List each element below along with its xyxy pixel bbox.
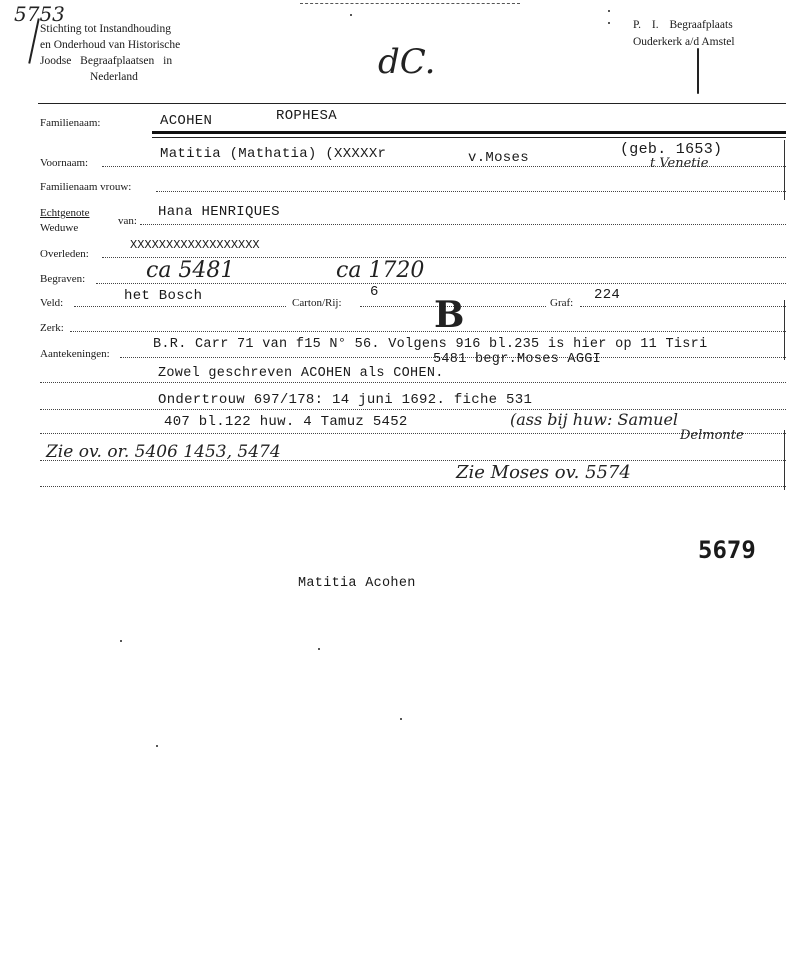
handwritten-mark: dC. (378, 42, 436, 82)
thick-rule (152, 131, 786, 134)
graf-label: Graf: (550, 297, 574, 309)
graf-value: 224 (594, 287, 621, 303)
familienaam-vrouw-dots (156, 191, 786, 192)
zerk-label: Zerk: (40, 322, 64, 334)
notes-line-3: Ondertrouw 697/178: 14 juni 1692. fiche 531 (158, 392, 533, 408)
graf-dots (580, 306, 786, 307)
foundation-line-4: Nederland (90, 71, 138, 83)
begraven-dots (96, 283, 786, 284)
voornaam-label: Voornaam: (40, 157, 89, 169)
voornaam-value: Matitia (Mathatia) (XXXXXr (160, 146, 387, 162)
cemetery-header (633, 17, 735, 51)
speck (608, 10, 610, 12)
zerk-handwritten-letter: B (434, 294, 465, 336)
zerk-dots (70, 331, 786, 332)
notes-line-1: B.R. Carr 71 van f15 N° 56. Volgens 916 bl.235 is hier op 11 Tisri (153, 337, 708, 352)
cemetery-line-1: P. I. Begraafplaats (633, 19, 733, 31)
edge-mark (784, 300, 785, 360)
speck (400, 718, 402, 720)
voornaam-handwriting: t Venetie (650, 156, 709, 171)
aantekeningen-label: Aantekeningen: (40, 348, 110, 360)
familienaam-extra: ROPHESA (276, 108, 337, 124)
stamp-number: 5679 (698, 536, 756, 564)
echtgenote-dots (140, 224, 786, 225)
speck (350, 14, 352, 16)
notes-line-4: 407 bl.122 huw. 4 Tamuz 5452 (164, 414, 408, 430)
notes-handwriting-4b: Delmonte (680, 428, 744, 443)
weduwe-label: Weduwe (40, 222, 79, 234)
echtgenote-value: Hana HENRIQUES (158, 204, 280, 220)
veld-label: Veld: (40, 297, 64, 309)
carton-value: 6 (370, 284, 379, 300)
notes-dots-4 (40, 433, 786, 434)
corner-handwritten-number: 5753 (14, 2, 65, 26)
top-edge-line (300, 3, 520, 4)
speck (156, 745, 158, 747)
speck (608, 22, 610, 24)
voornaam-father: v.Moses (468, 150, 529, 166)
edge-mark (784, 140, 785, 200)
echtgenote-label: Echtgenote (40, 207, 90, 219)
bracket-stroke (697, 48, 699, 94)
notes-handwriting-4: (ass bij huw: Samuel (510, 410, 679, 429)
header-rule (38, 103, 786, 104)
foundation-line-3: Joodse Begraafplaatsen in (40, 55, 173, 67)
veld-dots (74, 306, 286, 307)
voornaam-birth: (geb. 1653) (620, 141, 723, 158)
begraven-label: Begraven: (40, 273, 86, 285)
van-label: van: (118, 215, 137, 227)
footer-name: Matitia Acohen (298, 576, 416, 591)
foundation-header (40, 21, 180, 85)
overleden-label: Overleden: (40, 248, 89, 260)
cemetery-line-2: Ouderkerk a/d Amstel (633, 36, 735, 48)
familienaam-label: Familienaam: (40, 117, 101, 129)
foundation-line-2: en Onderhoud van Historische (40, 39, 181, 51)
edge-mark (784, 430, 785, 490)
notes-dots-2 (40, 382, 786, 383)
thin-rule (152, 137, 786, 138)
begraven-handwriting-2: ca 1720 (336, 258, 425, 283)
speck (120, 640, 122, 642)
familienaam-vrouw-label: Familienaam vrouw: (40, 181, 132, 193)
notes-handwriting-5: Zie ov. or. 5406 1453, 5474 (46, 442, 281, 462)
notes-line-1b: 5481 begr.Moses AGGI (433, 352, 602, 367)
notes-handwriting-6: Zie Moses ov. 5574 (456, 462, 631, 483)
familienaam-value: ACOHEN (160, 113, 213, 129)
foundation-line-1: Stichting tot Instandhouding (40, 23, 171, 35)
veld-value: het Bosch (124, 288, 203, 304)
overleden-value: XXXXXXXXXXXXXXXXXX (130, 238, 260, 252)
carton-label: Carton/Rij: (292, 297, 342, 309)
notes-line-2: Zowel geschreven ACOHEN als COHEN. (158, 366, 444, 381)
notes-dots-6 (40, 486, 786, 487)
speck (318, 648, 320, 650)
begraven-handwriting-1: ca 5481 (146, 258, 235, 283)
